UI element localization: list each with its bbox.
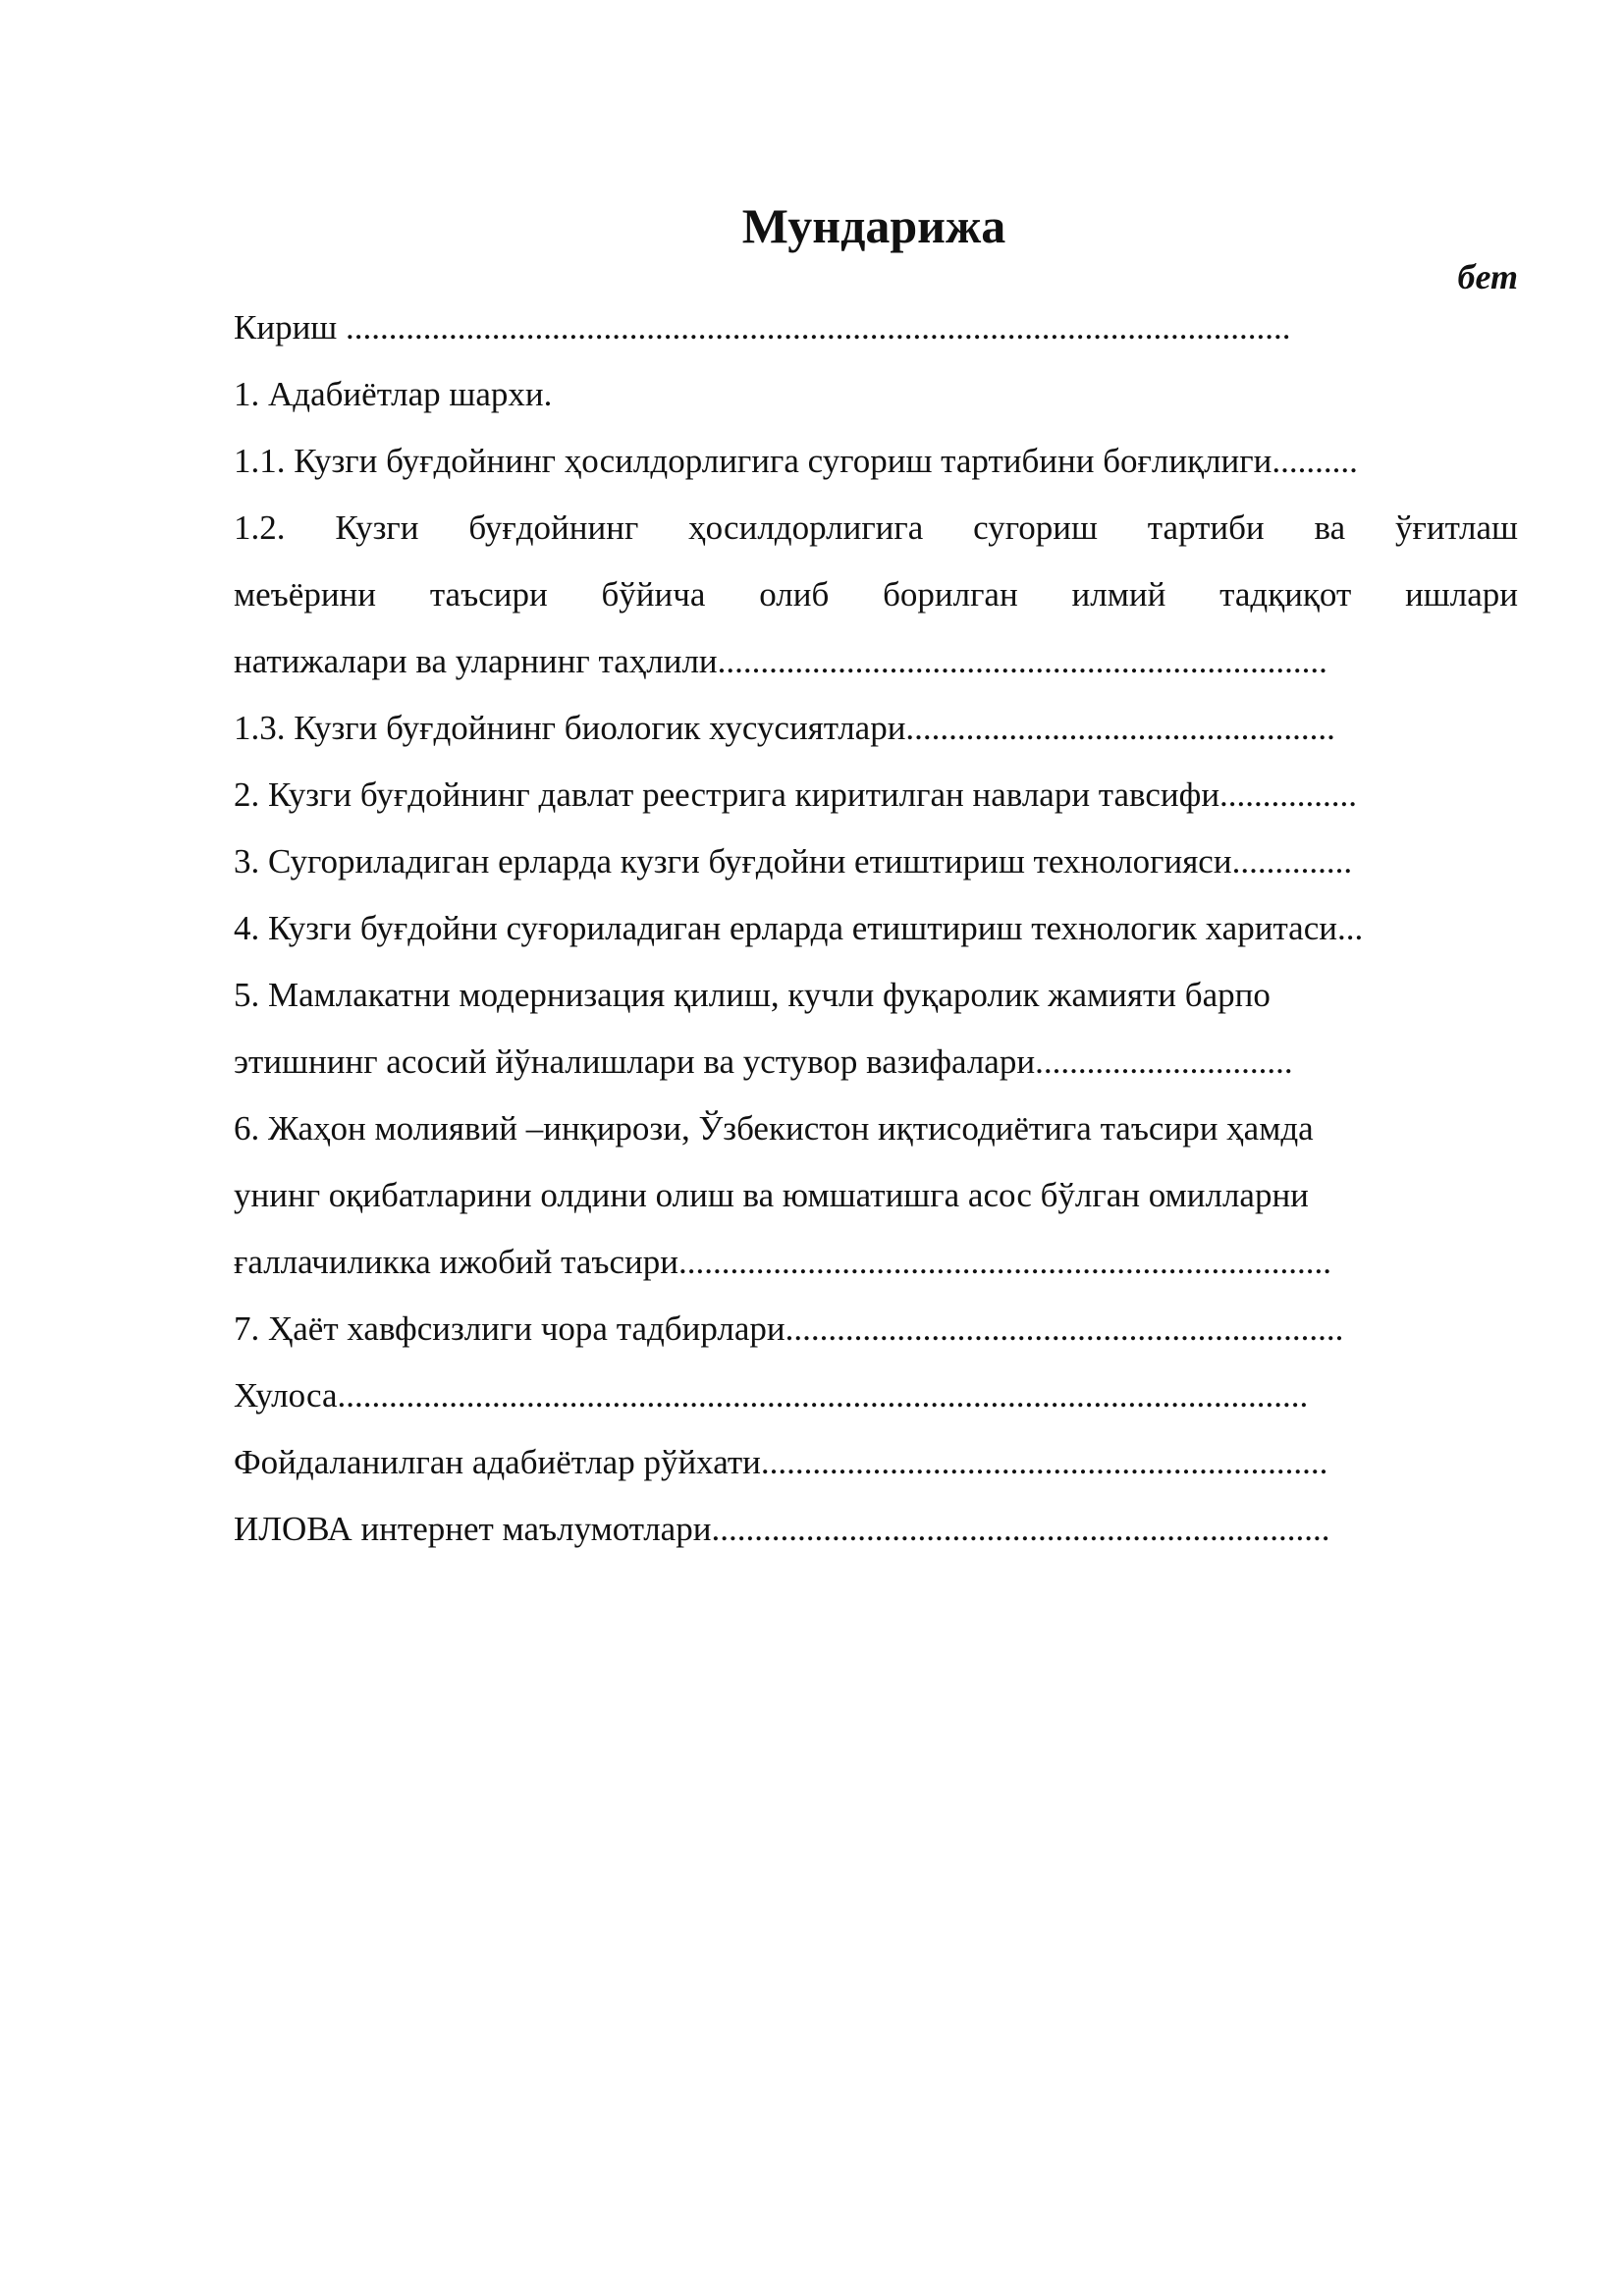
toc-entry-1-2-line-2: меъёрини таъсири бўйича олиб борилган илмий тадқиқот ишлари bbox=[234, 575, 1518, 614]
toc-entry-1-1: 1.1. Кузги буғдойнинг ҳосилдорлигига сугориш тартибини боғлиқлиги.......... bbox=[234, 442, 1358, 480]
toc-entry-1-2-line-3: натижалари ва уларнинг таҳлили....................................................................... bbox=[234, 642, 1327, 680]
page-title: Мундарижа bbox=[741, 198, 1006, 253]
toc-entry-2: 2. Кузги буғдойнинг давлат реестрига киритилган навлари тавсифи................ bbox=[234, 775, 1358, 814]
toc-entry-6-line-2: унинг оқибатларини олдини олиш ва юмшатишга асос бўлган омилларни bbox=[234, 1176, 1309, 1214]
toc-entry-6-line-3: ғаллачиликка ижобий таъсири............................................................................ bbox=[234, 1243, 1331, 1281]
toc-entry-5-line-1: 5. Мамлакатни модернизация қилиш, кучли фуқаролик жамияти барпо bbox=[234, 976, 1271, 1014]
toc-entry-conclusion: Хулоса................................................................................................................. bbox=[234, 1376, 1309, 1415]
toc-entry-4: 4. Кузги буғдойни суғориладиган ерларда етиштириш технологик харитаси... bbox=[234, 909, 1364, 947]
toc-entry-appendix: ИЛОВА интернет маълумотлари........................................................................ bbox=[234, 1510, 1330, 1548]
page-column-label: бет bbox=[1457, 257, 1518, 296]
toc-entry-5-line-2: этишнинг асосий йўналишлари ва устувор вазифалари.............................. bbox=[234, 1042, 1293, 1081]
toc-entry-1-2-line-1: 1.2. Кузги буғдойнинг ҳосилдорлигига сугориш тартиби ва ўғитлаш bbox=[234, 508, 1518, 547]
toc-entry-3: 3. Сугориладиган ерларда кузги буғдойни етиштириш технологияси.............. bbox=[234, 842, 1353, 881]
toc-entry-1-3: 1.3. Кузги буғдойнинг биологик хусусиятлари.................................................. bbox=[234, 709, 1335, 747]
toc-entry-1: 1. Адабиётлар шархи. bbox=[234, 375, 553, 413]
toc-entry-7: 7. Ҳаёт хавфсизлиги чора тадбирлари................................................................. bbox=[234, 1309, 1344, 1348]
table-of-contents bbox=[234, 294, 1518, 1563]
toc-entry-references: Фойдаланилган адабиётлар рўйхати.................................................................. bbox=[234, 1443, 1328, 1481]
toc-entry-6-line-1: 6. Жаҳон молиявий –инқирози, Ўзбекистон иқтисодиётига таъсири ҳамда bbox=[234, 1109, 1314, 1148]
toc-entry-introduction: Кириш .............................................................................................................. bbox=[234, 308, 1291, 347]
